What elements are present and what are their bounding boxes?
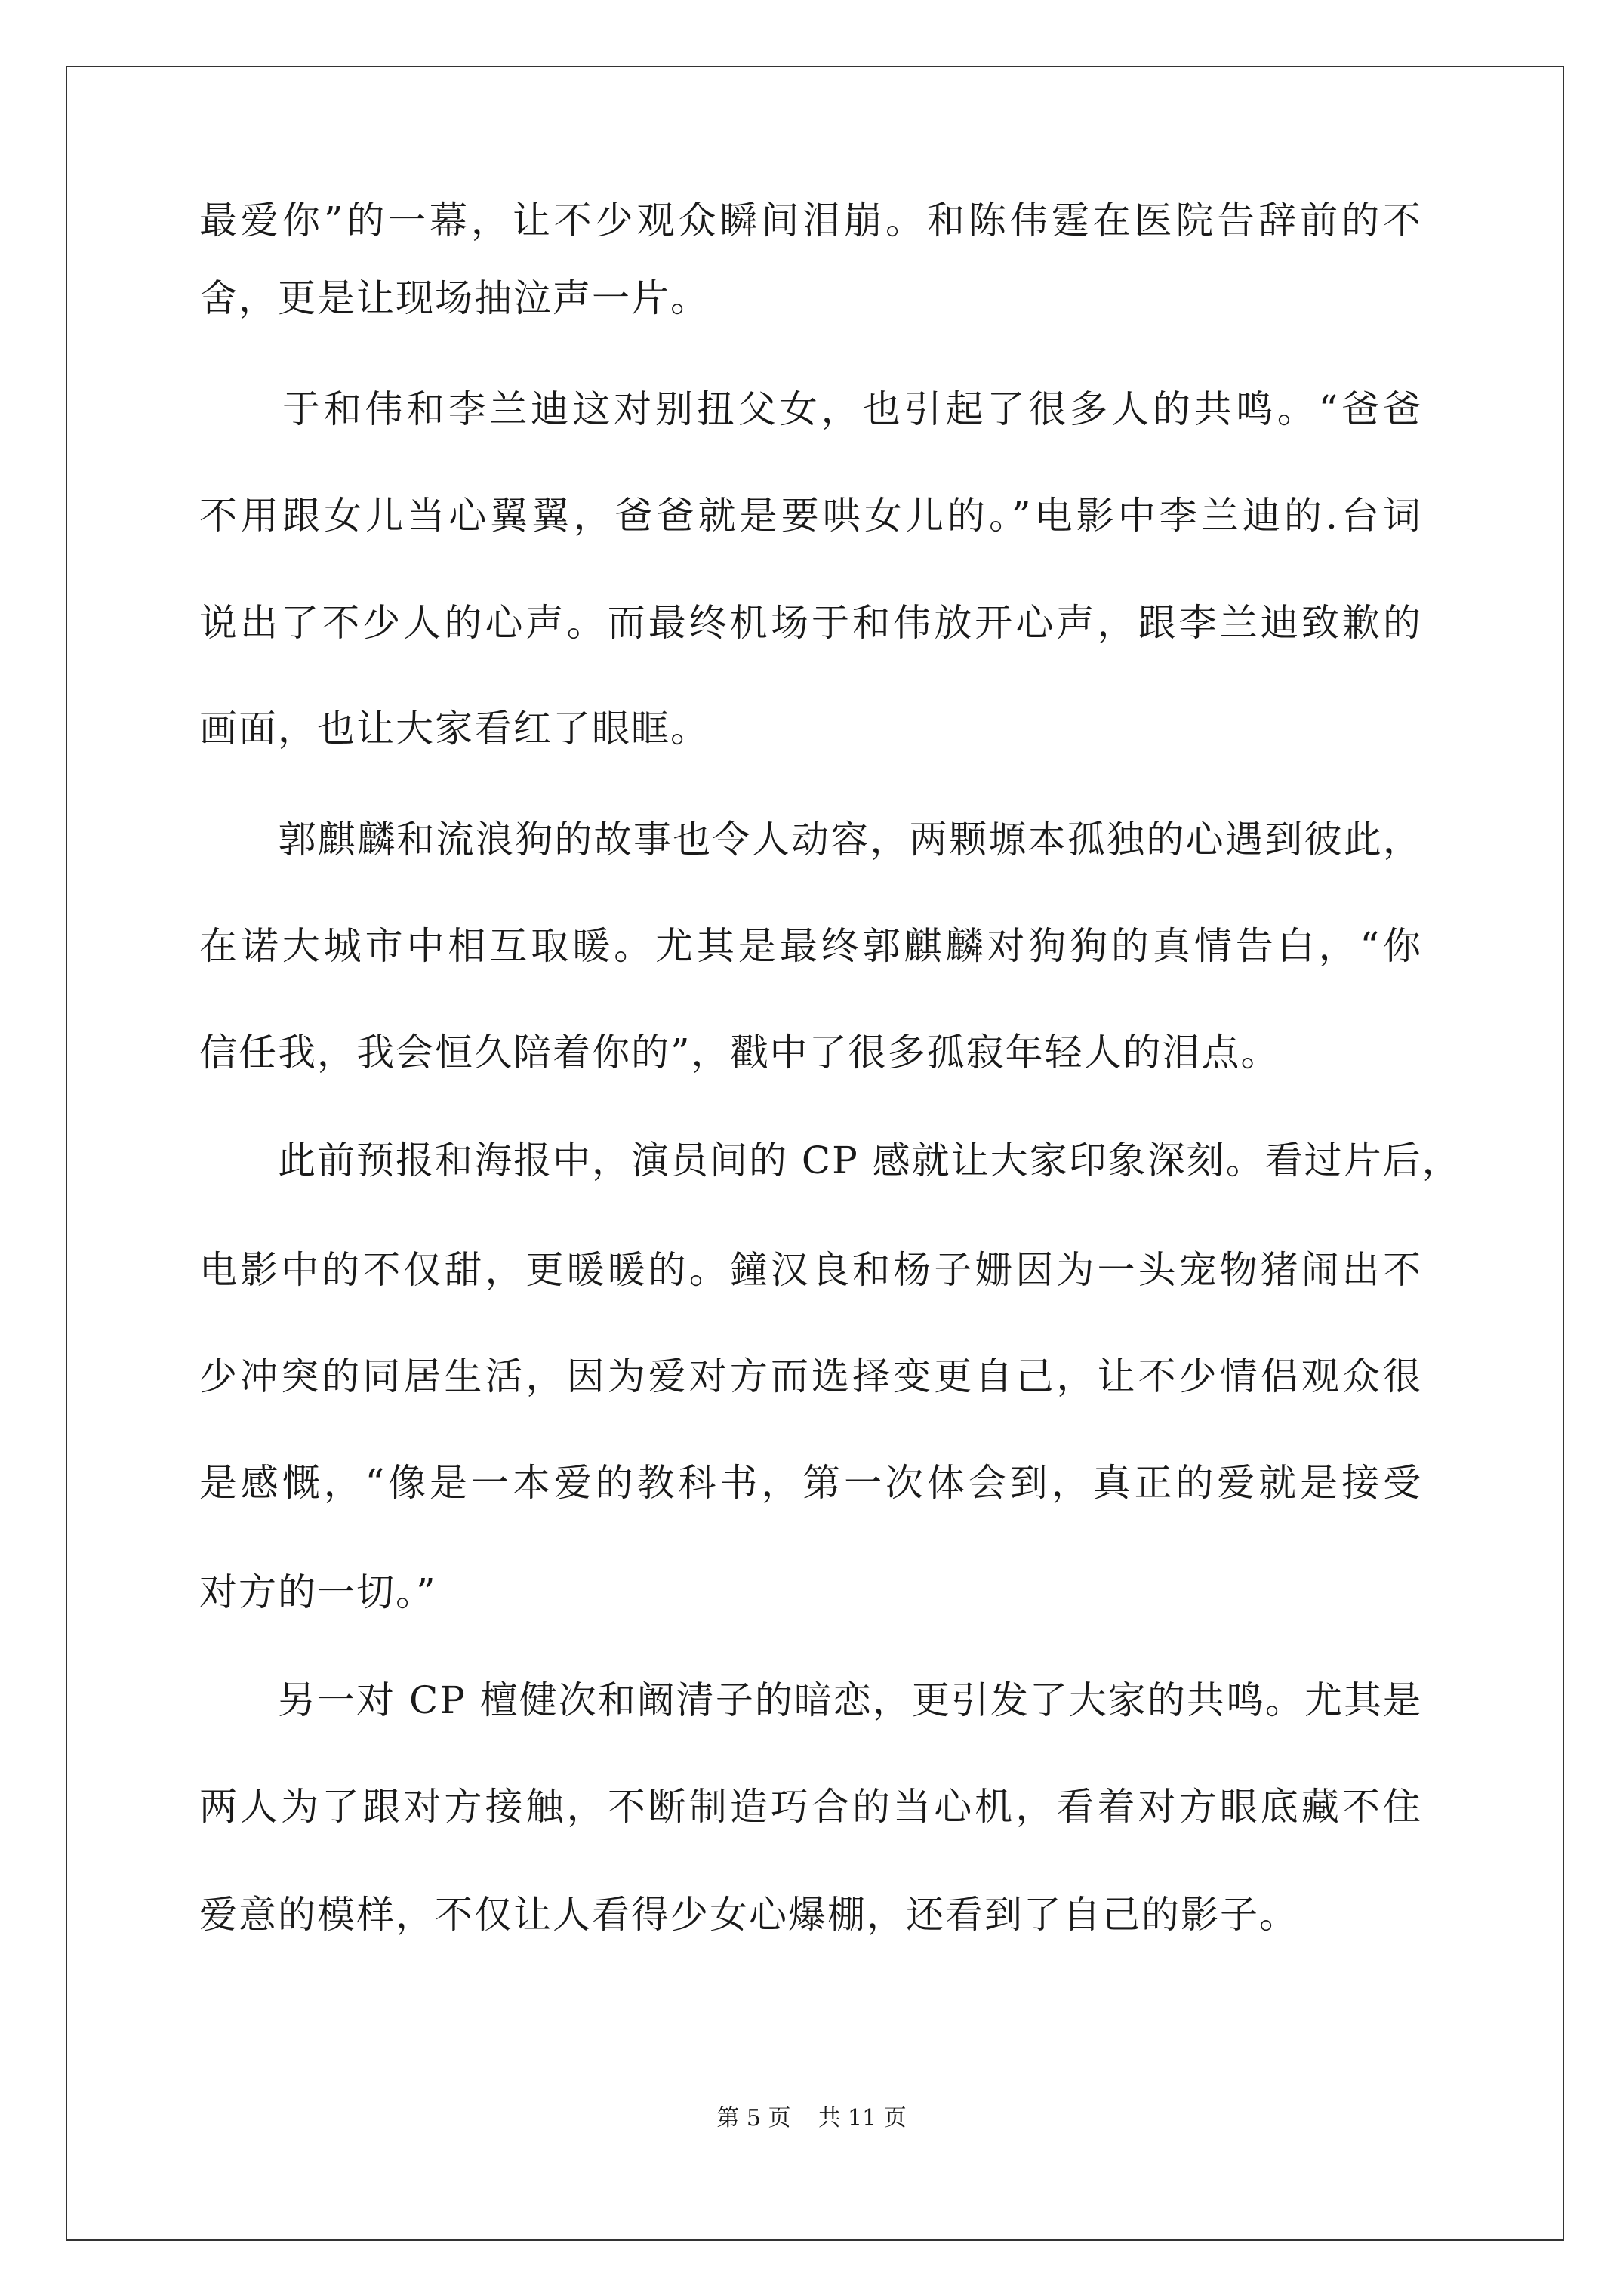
page-total: 共 11 页 xyxy=(818,2105,907,2131)
text-line: 是感慨，“像是一本爱的教科书，第一次体会到，真正的爱就是接受 xyxy=(199,1461,1422,1505)
text-line: 在诺大城市中相互取暖。尤其是最终郭麒麟对狗狗的真情告白，“你 xyxy=(199,924,1422,968)
text-line: 不用跟女儿当心翼翼，爸爸就是要哄女儿的。”电影中李兰迪的.台词 xyxy=(199,494,1422,538)
text-line: 对方的一切。” xyxy=(199,1570,437,1614)
text-line: 最爱你”的一幕，让不少观众瞬间泪崩。和陈伟霆在医院告辞前的不 xyxy=(199,199,1422,242)
text-line: 信任我，我会恒久陪着你的”，戳中了很多孤寂年轻人的泪点。 xyxy=(199,1031,1280,1074)
text-line: 说出了不少人的心声。而最终机场于和伟放开心声，跟李兰迪致歉的 xyxy=(199,601,1422,645)
text-line: 舍，更是让现场抽泣声一片。 xyxy=(199,276,710,320)
page-number: 第 5 页 xyxy=(716,2105,791,2131)
text-line: 郭麒麟和流浪狗的故事也令人动容，两颗塬本孤独的心遇到彼此， xyxy=(199,818,1422,861)
text-line: 爱意的模样，不仅让人看得少女心爆棚，还看到了自己的影子。 xyxy=(199,1893,1298,1937)
text-line: 画面，也让大家看红了眼眶。 xyxy=(199,707,710,750)
text-line: 少冲突的同居生活，因为爱对方而选择变更自己，让不少情侣观众很 xyxy=(199,1354,1422,1398)
text-line: 电影中的不仅甜，更暖暖的。鐘汉良和杨子姗因为一头宠物猪闹出不 xyxy=(199,1248,1422,1292)
page-footer xyxy=(0,2099,1623,2132)
text-line: 另一对 CP 檀健次和阚清子的暗恋，更引发了大家的共鸣。尤其是 xyxy=(199,1678,1422,1722)
text-line: 两人为了跟对方接触，不断制造巧合的当心机，看着对方眼底藏不住 xyxy=(199,1785,1422,1829)
text-line: 于和伟和李兰迪这对别扭父女，也引起了很多人的共鸣。“爸爸 xyxy=(199,387,1422,431)
text-line: 此前预报和海报中，演员间的 CP 感就让大家印象深刻。看过片后， xyxy=(199,1139,1461,1182)
